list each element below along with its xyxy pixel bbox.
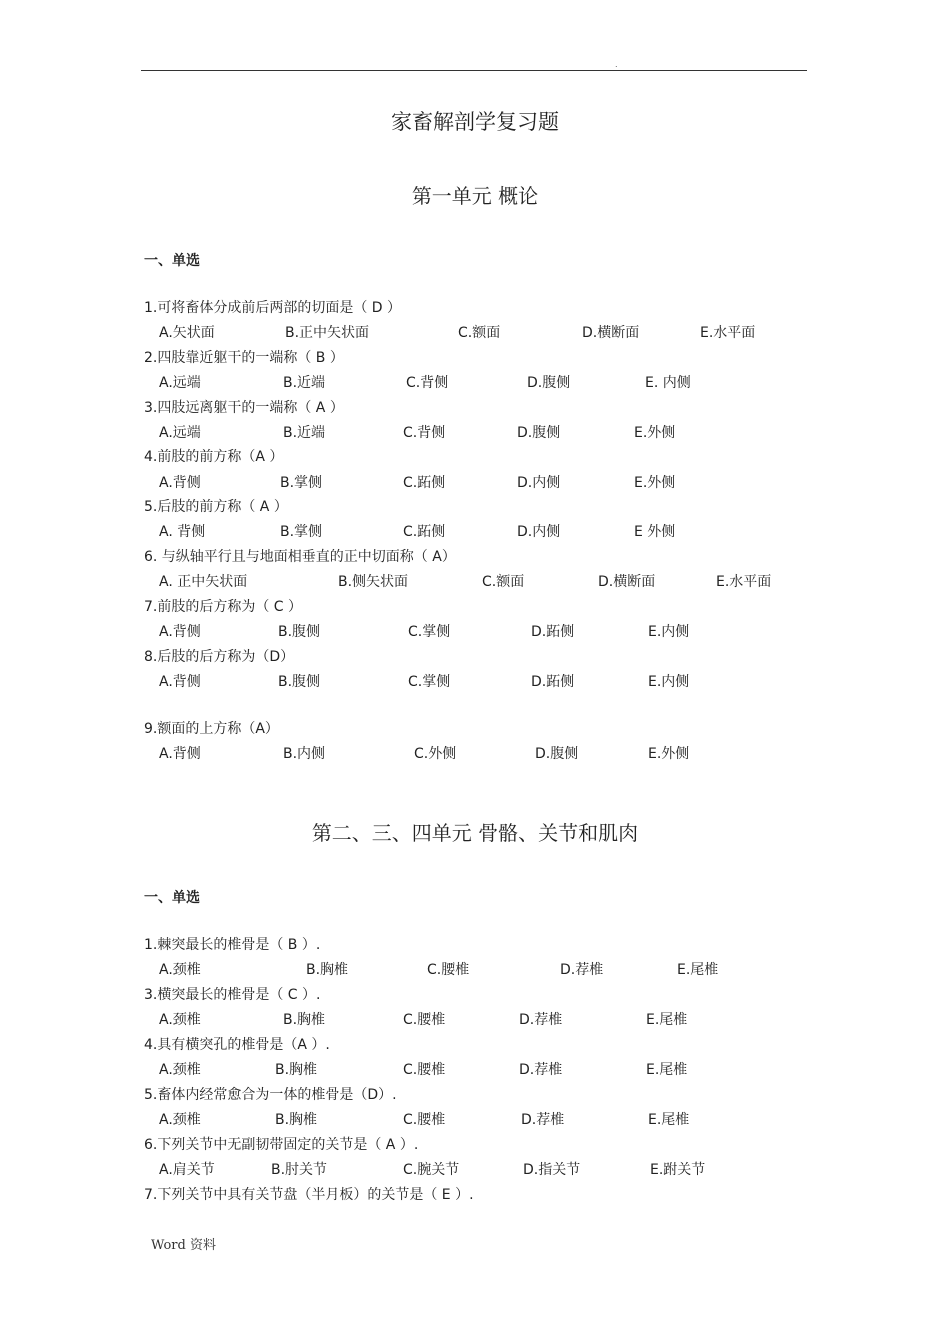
option: C.腰椎 [427,962,470,978]
option: D.荐椎 [521,1112,565,1128]
option: B.胸椎 [283,1012,326,1028]
option: C.背侧 [406,375,449,391]
question: 2.四肢靠近躯干的一端称（ B ） [144,350,344,366]
option: B.掌侧 [280,524,323,540]
option: B.肘关节 [271,1162,328,1178]
option: E.尾椎 [648,1112,690,1128]
question: 6. 与纵轴平行且与地面相垂直的正中切面称（ A） [144,549,456,565]
option: E.水平面 [716,574,772,590]
document-title: 家畜解剖学复习题 [391,110,559,134]
option: A.颈椎 [159,1062,201,1078]
question: 1.棘突最长的椎骨是（ B ）. [144,937,321,953]
option: A. 正中矢状面 [159,574,248,590]
header-mark: . [615,60,618,69]
option: E.外侧 [634,475,676,491]
option: B.近端 [283,425,326,441]
option: A. 背侧 [159,524,206,540]
question: 3.横突最长的椎骨是（ C ）. [144,987,321,1003]
option: E.尾椎 [646,1012,688,1028]
option: A.背侧 [159,746,201,762]
option: A.背侧 [159,475,201,491]
option: C.额面 [458,325,501,341]
option: D.指关节 [523,1162,581,1178]
question: 5.后肢的前方称（ A ） [144,499,288,515]
question: 4.前肢的前方称（A ） [144,449,284,465]
option: A.背侧 [159,624,201,640]
option: C.跖侧 [403,475,446,491]
option: C.腕关节 [403,1162,460,1178]
option: B.腹侧 [278,624,321,640]
unit1-heading: 一、单选 [144,253,200,269]
question: 7.前肢的后方称为（ C ） [144,599,303,615]
option: C.跖侧 [403,524,446,540]
option: D.横断面 [598,574,656,590]
option: B.近端 [283,375,326,391]
option: A.肩关节 [159,1162,215,1178]
option: D.腹侧 [517,425,561,441]
question: 8.后肢的后方称为（D） [144,649,295,665]
option: E. 内侧 [645,375,691,391]
option: A.远端 [159,425,201,441]
option: B.侧矢状面 [338,574,409,590]
unit2-heading: 一、单选 [144,890,200,906]
option: E.外侧 [648,746,690,762]
option: D.荐椎 [560,962,604,978]
unit2-title: 第二、三、四单元 骨骼、关节和肌肉 [311,821,639,845]
option: E.跗关节 [650,1162,706,1178]
option: C.掌侧 [408,674,451,690]
option: C.腰椎 [403,1062,446,1078]
option: E.水平面 [700,325,756,341]
question: 3.四肢远离躯干的一端称（ A ） [144,400,344,416]
unit1-title: 第一单元 概论 [411,184,539,208]
option: D.跖侧 [531,624,575,640]
option: B.腹侧 [278,674,321,690]
option: D.内侧 [517,475,561,491]
option: B.内侧 [283,746,326,762]
question: 7.下列关节中具有关节盘（半月板）的关节是（ E ）. [144,1187,474,1203]
option: C.额面 [482,574,525,590]
option: E.尾椎 [646,1062,688,1078]
option: B.胸椎 [275,1062,318,1078]
option: A.颈椎 [159,1012,201,1028]
option: A.矢状面 [159,325,215,341]
option: D.荐椎 [519,1062,563,1078]
question: 5.畜体内经常愈合为一体的椎骨是（D）. [144,1087,397,1103]
option: E.尾椎 [677,962,719,978]
option: A.背侧 [159,674,201,690]
option: D.荐椎 [519,1012,563,1028]
option: C.掌侧 [408,624,451,640]
option: A.远端 [159,375,201,391]
option: B.胸椎 [275,1112,318,1128]
option: C.腰椎 [403,1012,446,1028]
option: D.腹侧 [535,746,579,762]
option: B.正中矢状面 [285,325,370,341]
option: C.腰椎 [403,1112,446,1128]
header-rule [141,70,807,71]
option: D.跖侧 [531,674,575,690]
option: C.外侧 [414,746,457,762]
option: E.外侧 [634,425,676,441]
option: E.内侧 [648,624,690,640]
option: A.颈椎 [159,962,201,978]
question: 6.下列关节中无副韧带固定的关节是（ A ）. [144,1137,419,1153]
option: D.腹侧 [527,375,571,391]
option: A.颈椎 [159,1112,201,1128]
option: E.内侧 [648,674,690,690]
option: B.胸椎 [306,962,349,978]
option: D.横断面 [582,325,640,341]
question: 4.具有横突孔的椎骨是（A ）. [144,1037,330,1053]
option: B.掌侧 [280,475,323,491]
option: C.背侧 [403,425,446,441]
question: 1.可将畜体分成前后两部的切面是（ D ） [144,300,402,316]
option: D.内侧 [517,524,561,540]
footer-text: Word 资料 [151,1238,216,1253]
question: 9.额面的上方称（A） [144,721,279,737]
option: E 外侧 [634,524,676,540]
